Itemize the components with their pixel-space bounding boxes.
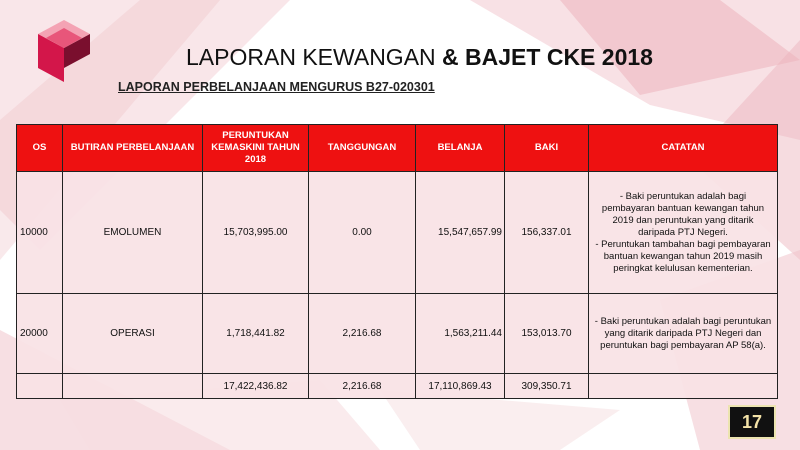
total-belanja: 17,110,869.43 [416,374,505,399]
total-baki: 309,350.71 [505,374,589,399]
cell-belanja: 15,547,657.99 [416,172,505,294]
page-title [186,44,653,71]
cell-os: 10000 [17,172,63,294]
header-peruntukan: PERUNTUKAN KEMASKINI TAHUN 2018 [203,125,309,172]
cell-baki: 156,337.01 [505,172,589,294]
cell-catatan [589,374,778,399]
title-part-2: & BAJET CKE 2018 [442,44,653,70]
header-belanja: BELANJA [416,125,505,172]
cell-butiran: EMOLUMEN [63,172,203,294]
table-total-row [17,374,778,399]
page-subtitle: LAPORAN PERBELANJAAN MENGURUS B27-020301 [118,80,435,94]
expenditure-table [16,124,778,399]
cell-butiran: OPERASI [63,294,203,374]
catatan-line-2: - Peruntukan tambahan bagi pembayaran bantuan kewangan tahun 2019 masih peringkat kelulusan kementerian. [595,238,771,274]
cell-butiran [63,374,203,399]
header-baki: BAKI [505,125,589,172]
cell-os: 20000 [17,294,63,374]
cell-baki: 153,013.70 [505,294,589,374]
catatan-line-1: - Baki peruntukan adalah bagi peruntukan yang ditarik daripada PTJ Negeri dan peruntukan bagi pembayaran AP 58(a). [594,315,772,351]
table-header-row [17,125,778,172]
header-os: OS [17,125,63,172]
total-peruntukan: 17,422,436.82 [203,374,309,399]
cell-catatan [589,172,778,294]
cell-os [17,374,63,399]
cell-belanja: 1,563,211.44 [416,294,505,374]
cell-catatan [589,294,778,374]
logo-icon [38,20,90,82]
total-tanggungan: 2,216.68 [309,374,416,399]
cell-tanggungan: 0.00 [309,172,416,294]
page-number: 17 [728,405,776,439]
header-tanggungan: TANGGUNGAN [309,125,416,172]
title-part-1: LAPORAN KEWANGAN [186,44,443,70]
cell-peruntukan: 15,703,995.00 [203,172,309,294]
catatan-line-1: - Baki peruntukan adalah bagi pembayaran bantuan kewangan tahun 2019 dan peruntukan yang ditarik daripada PTJ Negeri. [601,190,765,238]
header-catatan: CATATAN [589,125,778,172]
table-row [17,172,778,294]
table-row [17,294,778,374]
cell-peruntukan: 1,718,441.82 [203,294,309,374]
header-butiran: BUTIRAN PERBELANJAAN [63,125,203,172]
cell-tanggungan: 2,216.68 [309,294,416,374]
